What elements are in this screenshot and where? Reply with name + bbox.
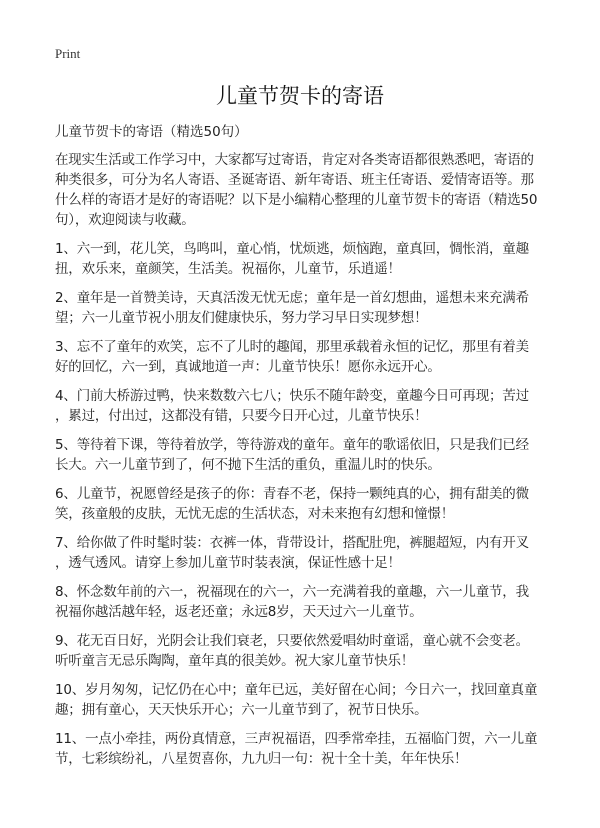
text-line: 7、给你做了件时髦时装：衣裤一体，背带设计，搭配肚兜，裤腿超短，内有开叉 <box>55 535 529 551</box>
text-line: 3、忘不了童年的欢笑，忘不了儿时的趣闻，那里承载着永恒的记忆，那里有着美 <box>55 339 529 355</box>
document-body <box>55 150 555 778</box>
greeting-item <box>55 435 555 475</box>
text-line: 笑，孩童般的皮肤，无忧无虑的生活状态，对未来抱有幻想和憧憬！ <box>55 506 454 522</box>
intro-paragraph <box>55 150 555 230</box>
text-line: 扭，欢乐来，童颜笑，生活美。祝福你，儿童节，乐逍遥！ <box>55 261 401 277</box>
text-line: 6、儿童节，祝愿曾经是孩子的你：青春不老，保持一颗纯真的心，拥有甜美的微 <box>55 486 529 502</box>
greeting-item <box>55 533 555 573</box>
text-line: 11、一点小牵挂，两份真情意，三声祝福语，四季常牵挂，五福临门贺，六一儿童 <box>55 731 538 747</box>
greeting-item <box>55 337 555 377</box>
text-line: 4、门前大桥游过鸭，快来数数六七八；快乐不随年龄变，童趣今日可再现；苦过 <box>55 388 529 404</box>
text-line: 种类很多，可分为名人寄语、圣诞寄语、新年寄语、班主任寄语、爱情寄语等。那 <box>55 172 534 188</box>
text-line: ，透气透风。请穿上参加儿童节时装表演，保证性感十足！ <box>55 555 401 571</box>
text-line: 长大。六一儿童节到了，何不抛下生活的重负，重温儿时的快乐。 <box>55 457 441 473</box>
text-line: 1、六一到，花儿笑，鸟鸣叫，童心悄，忧烦逃，烦恼跑，童真回，惆怅消，童趣 <box>55 241 529 257</box>
text-line: 在现实生活或工作学习中，大家都写过寄语，肯定对各类寄语都很熟悉吧，寄语的 <box>55 152 534 168</box>
greeting-item <box>55 484 555 524</box>
text-line: 5、等待着下课，等待着放学，等待游戏的童年。童年的歌谣依旧，只是我们已经 <box>55 437 529 453</box>
text-line: 8、怀念数年前的六一，祝福现在的六一，六一充满着我的童趣，六一儿童节，我 <box>55 584 529 600</box>
greeting-item <box>55 288 555 328</box>
subtitle: 儿童节贺卡的寄语（精选50句） <box>55 124 248 140</box>
greeting-item <box>55 239 555 279</box>
text-line: 10、岁月匆匆，记忆仍在心中；童年已远，美好留在心间；今日六一，找回童真童 <box>55 682 538 698</box>
text-line: 祝福你越活越年轻，返老还童；永远8岁，天天过六一儿童节。 <box>55 604 423 620</box>
text-line: 好的回忆，六一到，真诚地道一声：儿童节快乐！愿你永远开心。 <box>55 359 441 375</box>
text-line: 9、花无百日好，光阴会让我们衰老，只要依然爱唱幼时童谣，童心就不会变老。 <box>55 633 529 649</box>
greeting-item <box>55 582 555 622</box>
text-line: 望；六一儿童节祝小朋友们健康快乐，努力学习早日实现梦想！ <box>55 310 428 326</box>
greeting-item <box>55 631 555 671</box>
page-title: 儿童节贺卡的寄语 <box>216 84 384 108</box>
text-line: 句），欢迎阅读与收藏。 <box>55 212 195 228</box>
greeting-item <box>55 386 555 426</box>
greeting-item <box>55 729 555 769</box>
text-line: 什么样的寄语才是好的寄语呢？以下是小编精心整理的儿童节贺卡的寄语（精选50 <box>55 192 538 208</box>
print-link[interactable]: Print <box>55 46 81 61</box>
text-line: 趣；拥有童心，天天快乐开心；六一儿童节到了，祝节日快乐。 <box>55 702 428 718</box>
greeting-item <box>55 680 555 720</box>
text-line: ，累过，付出过，这都没有错，只要今日开心过，儿童节快乐！ <box>55 408 428 424</box>
text-line: 2、童年是一首赞美诗，天真活泼无忧无虑；童年是一首幻想曲，遥想未来充满希 <box>55 290 529 306</box>
text-line: 听听童言无忌乐陶陶，童年真的很美妙。祝大家儿童节快乐！ <box>55 653 415 669</box>
text-line: 节，七彩缤纷礼，八星贺喜你，九九归一句：祝十全十美，年年快乐！ <box>55 751 468 767</box>
